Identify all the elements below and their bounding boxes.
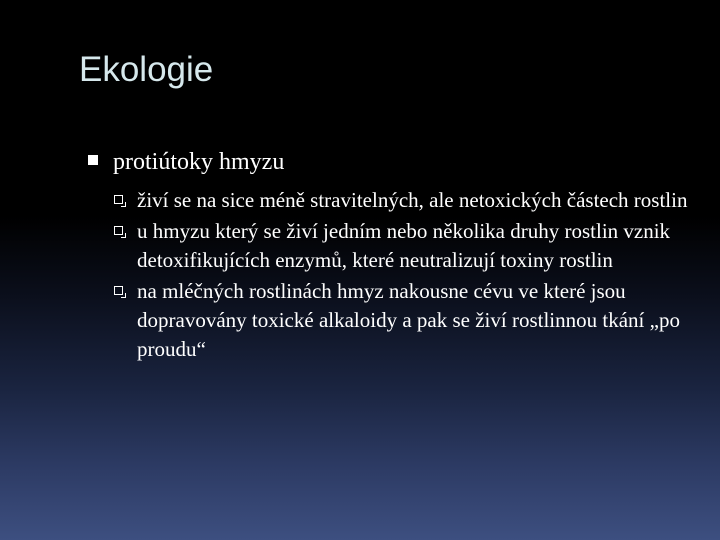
bullet-item — [88, 146, 688, 178]
slide-content — [88, 146, 688, 366]
sub-bullet-text: u hmyzu který se živí jedním nebo několika druhy rostlin vznik detoxifikujících enzymů, které neutralizují toxiny rostlin — [137, 219, 671, 272]
sub-bullet-item — [114, 277, 688, 364]
hollow-square-bullet-icon — [114, 226, 123, 235]
slide-title: Ekologie — [79, 50, 214, 89]
sub-bullet-item — [114, 186, 688, 215]
square-bullet-icon — [88, 155, 98, 165]
bullet-text: protiútoky hmyzu — [113, 149, 285, 175]
sub-bullet-text: na mléčných rostlinách hmyz nakousne cévu ve které jsou dopravovány toxické alkaloidy a pak se živí rostlinnou tkání „po proudu“ — [137, 279, 680, 361]
sub-bullet-text: živí se na sice méně stravitelných, ale netoxických částech rostlin — [137, 188, 688, 212]
sub-bullet-item — [114, 217, 688, 275]
hollow-square-bullet-icon — [114, 195, 123, 204]
sub-bullet-list — [114, 186, 688, 364]
hollow-square-bullet-icon — [114, 286, 123, 295]
